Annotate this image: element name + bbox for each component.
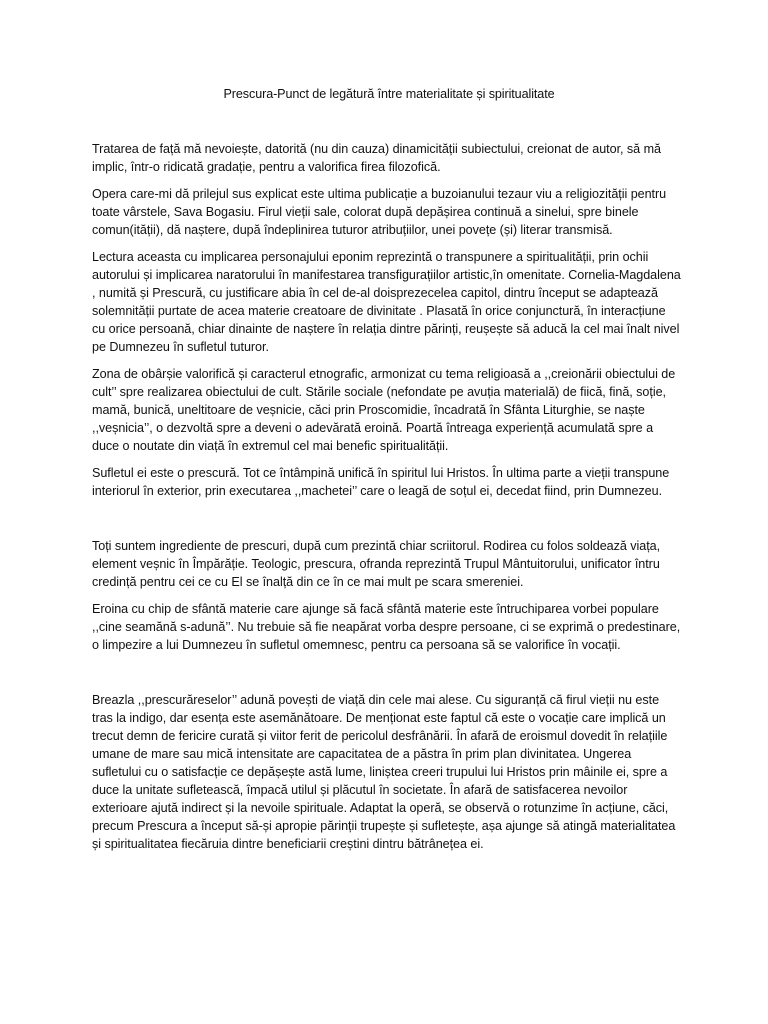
paragraph-4: Zona de obârșie valorifică și caracterul etnografic, armonizat cu tema religioasă a ,,creionării obiectului de cult’’ spre realizarea obiectului de cult. Stările sociale (nefondate pe avuția materială) de fiică, fină, soție, mamă, bunică, uneltitoare de veșnicie, căci prin Proscomidie, încadrată în Sfânta Liturghie, se naște ,,veșnicia’’, o dezvoltă spre a deveni o adevărată eroină. Poartă întreaga experiență acumulată spre a duce o noutate din viață în extremul cel mai benefic spiritualității. bbox=[92, 367, 676, 453]
paragraph-1: Tratarea de față mă nevoiește, datorită (nu din cauza) dinamicității subiectului, creionat de autor, să mă implic, într-o ridicată gradație, pentru a valorifica firea filozofică. bbox=[92, 142, 661, 174]
paragraph-6: Toți suntem ingrediente de prescuri, după cum prezintă chiar scriitorul. Rodirea cu folos soldează viața, element veșnic în Împărăție. Teologic, prescura, ofranda reprezintă Trupul Mântuitorului, unificator întru credință pentru cei ce cu El se înalță din ce în ce mai mult pe scara smereniei. bbox=[92, 539, 661, 589]
document-title: Prescura-Punct de legătură între materialitate și spiritualitate bbox=[223, 87, 555, 101]
paragraph-5: Sufletul ei este o prescură. Tot ce întâmpină unifică în spiritul lui Hristos. În ultima parte a vieții transpune interiorul în exterior, prin executarea ,,machetei’’ care o leagă de soțul ei, decedat fiind, prin Dumnezeu. bbox=[92, 466, 670, 498]
paragraph-7: Eroina cu chip de sfântă materie care ajunge să facă sfântă materie este întruchiparea vorbei populare ,,cine seamănă s-adună’’. Nu trebuie să fie neapărat vorba despre persoane, ci se exprimă o predestinare, o limpezire a lui Dumnezeu în sufletul omemnesc, pentru ca persoana să se valorifice în vocații. bbox=[92, 602, 681, 652]
paragraph-3: Lectura aceasta cu implicarea personajului eponim reprezintă o transpunere a spiritualității, prin ochii autorului și implicarea naratorului în manifestarea transfigurațiilor artistic,în omenitate. Cornelia-Magdalena , numită și Prescură, cu justificare abia în cel de-al doisprezecelea capitol, dintru început se adaptează solemnității purtate de acea materie creatoare de divinitate . Plasată în orice conjunctură, în interacțiune cu orice persoană, chiar dinainte de naștere în relația dintre părinți, reușește să aducă la cel mai înalt nivel pe Dumnezeu în sufletul tuturor. bbox=[92, 250, 681, 354]
paragraph-8: Breazla ,,prescurăreselor’’ adună povești de viață din cele mai alese. Cu siguranță că firul vieții nu este tras la indigo, dar esența este asemănătoare. De menționat este faptul că este o vocație care implică un trecut demn de fericire curată și viitor ferit de pericolul desfrânării. În afară de eroismul dovedit în relațiile umane de mare sau mică intensitate are capacitatea de a păstra în prim plan divinitatea. Ungerea sufletului cu o satisfacție ce depășește astă lume, liniștea creeri trupului lui Hristos prin mâinile ei, spre a duce la unitate sufletească, împacă utilul și plăcutul în societate. În afară de satisfacerea nevoilor exterioare ajută indirect și la nevoile spirituale. Adaptat la operă, se observă o rotunzime în acțiune, căci, precum Prescura a început să-și apropie părinții trupește și sufletește, așa ajunge să atingă materialitatea și spiritualitatea fiecăruia dintre beneficiarii creștini dintru bătrânețea ei. bbox=[92, 693, 676, 851]
paragraph-2: Opera care-mi dă prilejul sus explicat este ultima publicație a buzoianului tezaur viu a religiozității pentru toate vârstele, Sava Bogasiu. Firul vieții sale, colorat după depășirea continuă a sinelui, spre binele comun(ității), dă naștere, după îndeplinirea tuturor atribuțiilor, unei povețe (și) literar transmisă. bbox=[92, 187, 667, 237]
